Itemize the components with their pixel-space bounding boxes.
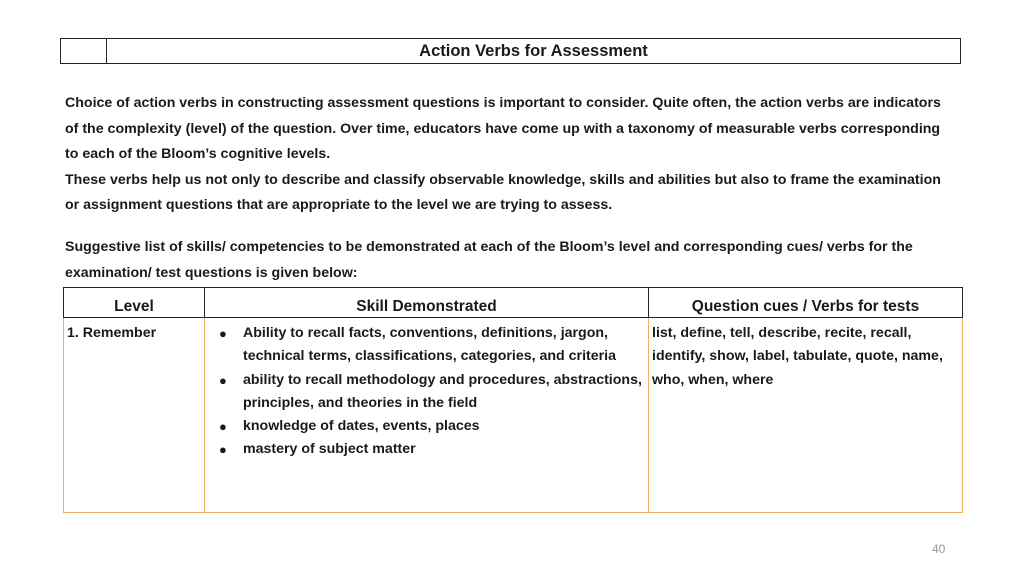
skill-item [219,438,645,461]
skills-cell [205,318,649,513]
title-box-stub-cell [61,39,107,63]
skill-text: Ability to recall facts, conventions, definitions, jargon, technical terms, classifications, categories, and criteria [243,325,616,365]
blooms-table [63,287,963,513]
intro-paragraph-2-line-1: These verbs help us not only to describe and classify observable knowledge, skills and abilities but also to frame the examination [65,171,941,188]
skill-text: mastery of subject matter [243,441,416,458]
intro-paragraph-1-line-3: to each of the Bloom’s cognitive levels. [65,146,331,162]
bullet-icon: ● [219,442,227,458]
intro-paragraph-1-line-2: of the complexity (level) of the question. Over time, educators have come up with a taxonomy of measurable verbs corresponding [65,120,941,137]
table-intro-paragraph [65,235,965,286]
table-row [64,318,963,513]
table-intro-line-1: Suggestive list of skills/ competencies to be demonstrated at each of the Bloom’s level and corresponding cues/ verbs for the [65,239,913,255]
header-level: Level [64,288,205,318]
skill-item [219,369,645,416]
intro-paragraph-1-line-1: Choice of action verbs in constructing assessment questions is important to consider. Quite often, the action verbs are indicators [65,95,941,111]
bullet-icon: ● [219,419,227,435]
skill-item [219,322,645,369]
skill-text: ability to recall methodology and procedures, abstractions, principles, and theories in the field [243,371,642,411]
title-box [60,38,961,64]
header-question-cues: Question cues / Verbs for tests [649,288,963,318]
header-skill-demonstrated: Skill Demonstrated [205,288,649,318]
bullet-icon: ● [219,372,227,388]
skills-list [219,322,645,462]
page-number: 40 [932,542,946,556]
table-intro-line-2: examination/ test questions is given below: [65,264,358,281]
skill-item [219,415,645,438]
bullet-icon: ● [219,326,227,341]
intro-paragraph-1 [65,91,965,219]
skill-text: knowledge of dates, events, places [243,418,480,435]
table-header-row [64,288,963,318]
slide-title: Action Verbs for Assessment [419,42,648,60]
intro-paragraph-2-line-2: or assignment questions that are appropriate to the level we are trying to assess. [65,197,613,213]
cues-cell: list, define, tell, describe, recite, recall, identify, show, label, tabulate, quote, name, who, when, where [649,318,963,513]
level-cell: 1. Remember [64,318,205,513]
